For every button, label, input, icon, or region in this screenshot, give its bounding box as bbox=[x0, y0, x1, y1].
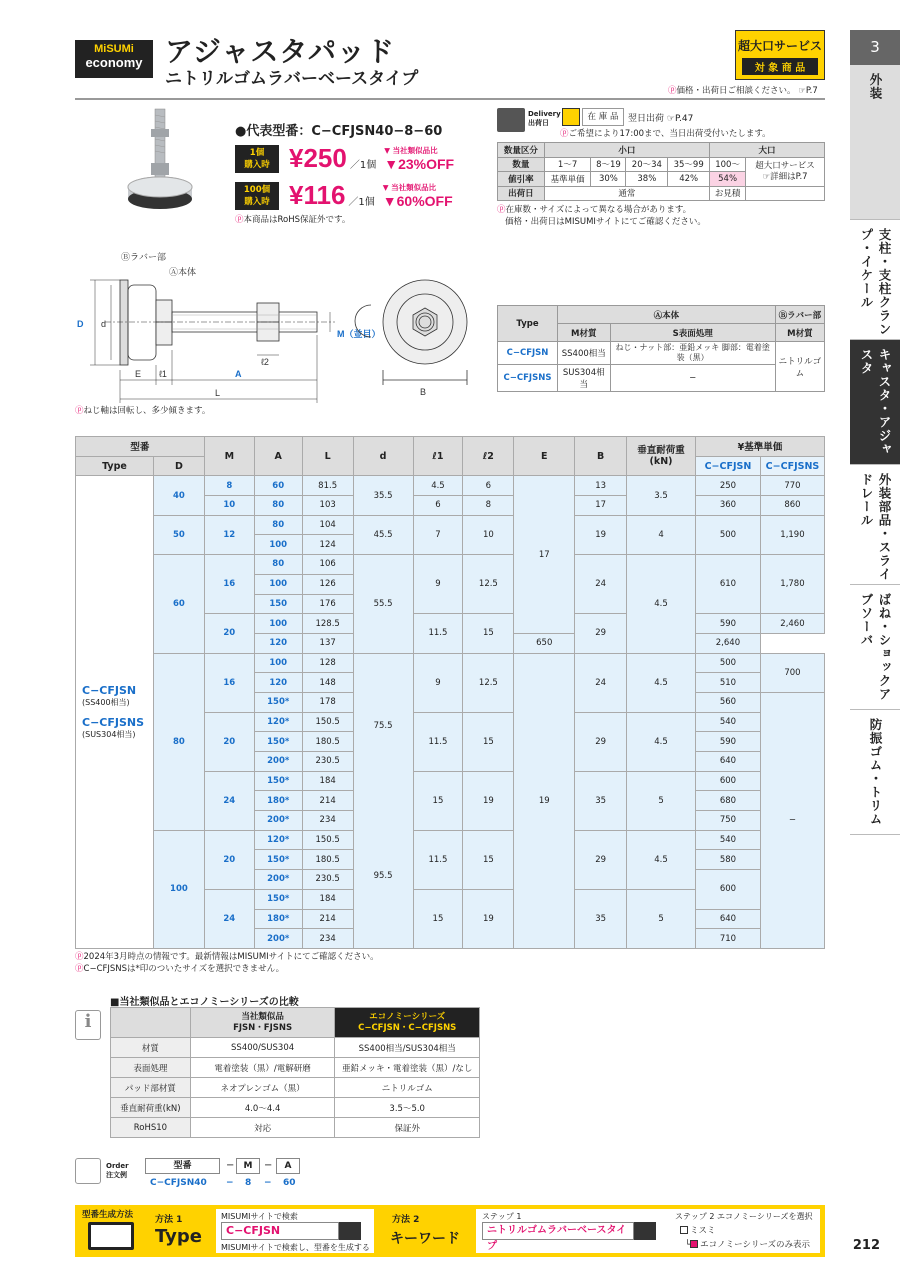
delivery-note: ⓟご希望により17:00まで、当日出荷受付いたします。 bbox=[560, 129, 771, 139]
h-L: L bbox=[302, 437, 353, 476]
method1-desc: MISUMIサイトで検索し、型番を生成する bbox=[221, 1243, 370, 1252]
comparison-title: ■当社類似品とエコノミーシリーズの比較 bbox=[110, 997, 299, 1008]
note-icon: ⓟ bbox=[560, 129, 569, 139]
h-D: D bbox=[153, 456, 204, 476]
page-subtitle: ニトリルゴムラバーベースタイプ bbox=[165, 69, 419, 89]
chapter-number: 3 bbox=[850, 30, 900, 65]
h-d: d bbox=[353, 437, 413, 476]
badge-line2: 対 象 商 品 bbox=[742, 58, 818, 75]
delivery-label: Delivery 出荷日 bbox=[528, 110, 561, 127]
label-l2: ℓ2 bbox=[261, 357, 269, 367]
label-body: Ⓐ本体 bbox=[169, 267, 197, 277]
order-M-h: M bbox=[236, 1158, 260, 1174]
order-dash-v: − bbox=[264, 1178, 272, 1188]
note-icon: ⓟ bbox=[668, 86, 677, 96]
mat-surface: ねじ・ナット部：亜鉛メッキ 脚部：電着塗装（黒） bbox=[610, 342, 775, 365]
qty-head: 数量区分 bbox=[498, 143, 545, 158]
comparison-table: 当社類似品 FJSN・FJSNS エコノミーシリーズ C−CFJSN・C−CFJSNS 材質 SS400/SUS304 SS400相当/SUS304相当 表面処理 電着塗装（黒）/電解研磨 亜鉛メッキ・電着塗装（黒）/なし パッド部材質 ネオプレンゴム（黒） ニトリルゴム 垂直耐荷重(kN) 4.0〜4.4 3.5〜5.0 RoHS10 対応 保証外 bbox=[110, 1007, 480, 1138]
label-d: d bbox=[101, 319, 107, 329]
checkbox-icon bbox=[680, 1226, 688, 1234]
qty-cell: 20〜34 bbox=[626, 157, 668, 172]
mat-surface-h: S表面処理 bbox=[610, 324, 775, 342]
cmp-col2: エコノミーシリーズ C−CFJSN・C−CFJSNS bbox=[335, 1008, 480, 1038]
order-model-h: 型番 bbox=[145, 1158, 220, 1174]
mat-surface: − bbox=[610, 365, 775, 392]
rate-cell: 38% bbox=[626, 172, 668, 187]
price-unit: ／1個 bbox=[348, 197, 375, 208]
qty-cell: 8〜19 bbox=[591, 157, 626, 172]
method1-title: Type bbox=[155, 1226, 202, 1247]
mat-rubber: ニトリルゴム bbox=[775, 342, 824, 392]
logo-line2: economy bbox=[85, 55, 143, 70]
mat-type-h: Type bbox=[498, 306, 558, 342]
search-icon[interactable] bbox=[634, 1222, 656, 1240]
h-A: A bbox=[254, 437, 302, 476]
spec-table: 型番 M A L d ℓ1 ℓ2 E B 垂直耐荷重 (kN) ¥基準単価 Type D C−CFJSN C−CFJSNS C−CFJSN (SS400相当) C−CFJSNS (SUS304相当) 40 8 60 81.5 35.5 4.5 6 17 13 3.5 250 770 10 80 103 6 8 17 360 860 50 12 80 104 45.5 7 10 19 4 500 1,190 100 124 60 16 80 106 55.5 9 12.5 24 4.5 610 1,780 100 126 150 176 20 100 128.5 11.5 15 29 590 2,460 120 137 650 2,640 80 16 100 128 75.5 95.5 9 12.5 19 24 4.5 500 700 120 148 510 150* 178 560 − 20 120* 150.5 11.5 15 29 4.5 540 150* 180.5 590 200* 230.5 640 24 150* 184 15 19 35 5 600 180* 214 680 200* 234 750 100 20 120* 150.5 11.5 15 29 4.5 540 150* 180.5 580 200* 230.5 600 24 150* 184 15 19 35 5 180* 214 640 200* 234 710 bbox=[75, 436, 825, 949]
large-service: 超大口サービス ☞詳細はP.7 bbox=[746, 157, 825, 186]
qty-cell: 35〜99 bbox=[668, 157, 710, 172]
label-D: D bbox=[77, 319, 84, 329]
mat-material-h2: M材質 bbox=[775, 324, 824, 342]
label-l1: ℓ1 bbox=[159, 369, 167, 379]
price-value: ¥250 bbox=[289, 143, 347, 173]
mat-body-h: Ⓐ本体 bbox=[558, 306, 776, 324]
qty-notes: ⓟ在庫数・サイズによって異なる場合があります。 価格・出荷日はMISUMIサイトにてご確認ください。 bbox=[497, 205, 706, 227]
side-tab-0[interactable]: 支柱・支柱クランプ・イケール bbox=[850, 220, 900, 340]
order-M-v: 8 bbox=[245, 1178, 252, 1188]
label-A: A bbox=[235, 369, 242, 379]
stock-text: 翌日出荷 ☞P.47 bbox=[628, 114, 694, 124]
qty-label: 数量 bbox=[498, 157, 545, 172]
price-row-1 bbox=[235, 143, 454, 174]
large-lot: 大口 bbox=[710, 143, 825, 158]
qty-label-box: 100個 購入時 bbox=[235, 182, 279, 210]
h-type: Type bbox=[76, 456, 154, 476]
cart-icon bbox=[75, 1158, 101, 1184]
page-title: アジャスタパッド bbox=[165, 35, 396, 68]
mat-rubber-h: Ⓑラバー部 bbox=[775, 306, 824, 324]
order-dash-v: − bbox=[226, 1178, 234, 1188]
filter-economy[interactable]: └ エコノミーシリーズのみ表示 bbox=[685, 1240, 811, 1250]
method1-label: 方法 1 bbox=[155, 1215, 183, 1225]
truck-icon bbox=[497, 108, 525, 132]
order-label: Order 注文例 bbox=[106, 1162, 129, 1179]
type-search-input[interactable]: C−CFJSN bbox=[221, 1222, 339, 1240]
label-M: M（並目） bbox=[337, 329, 381, 339]
keyword-search-input[interactable]: ニトリルゴムラバーベースタイプ bbox=[482, 1222, 634, 1240]
representative-model: ●代表型番：C−CFJSN40−8−60 bbox=[235, 124, 443, 139]
h-l1: ℓ1 bbox=[413, 437, 463, 476]
type-cell: C−CFJSN (SS400相当) C−CFJSNS (SUS304相当) bbox=[76, 476, 154, 949]
search-icon[interactable] bbox=[339, 1222, 361, 1240]
rate-label: 値引率 bbox=[498, 172, 545, 187]
mat-type: C−CFJSNS bbox=[498, 365, 558, 392]
ship-normal: 通常 bbox=[544, 186, 709, 201]
ship-ask: お見積 bbox=[710, 186, 746, 201]
stock-label: 在 庫 品 bbox=[582, 108, 624, 126]
label-L: L bbox=[215, 388, 221, 398]
order-model-v: C−CFJSN40 bbox=[150, 1178, 207, 1188]
filter-misumi[interactable]: ミスミ bbox=[680, 1224, 716, 1236]
discount: ▼ 当社類似品比 ▼60%OFF bbox=[382, 183, 453, 209]
h-price: ¥基準単価 bbox=[695, 437, 824, 457]
label-E: E bbox=[135, 369, 142, 379]
cmp-col1: 当社類似品 FJSN・FJSNS bbox=[190, 1008, 335, 1038]
adjuster-pad-image bbox=[125, 105, 195, 225]
h-price-1: C−CFJSN bbox=[695, 456, 760, 476]
method1-caption: MISUMIサイトで検索 bbox=[221, 1212, 298, 1221]
ship-label: 出荷日 bbox=[498, 186, 545, 201]
price-consult-note: ⓟ価格・出荷日ご相談ください。 ☞P.7 bbox=[668, 86, 818, 96]
method2-title: キーワード bbox=[390, 1231, 460, 1247]
small-lot: 小口 bbox=[544, 143, 709, 158]
step1-label: ステップ 1 bbox=[482, 1212, 522, 1221]
thread-note: ⓟねじ軸は回転し、多少傾きます。 bbox=[75, 406, 211, 416]
order-dash: − bbox=[226, 1160, 235, 1171]
quantity-discount-table bbox=[497, 142, 825, 201]
h-model: 型番 bbox=[76, 437, 205, 457]
header-divider bbox=[75, 98, 825, 100]
mat-type: C−CFJSN bbox=[498, 342, 558, 365]
logo-line1: MiSUMi bbox=[94, 43, 134, 55]
spec-notes: ⓟ2024年3月時点の情報です。最新情報はMISUMIサイトにてご確認ください。 ⓟC−CFJSNSは*印のついたサイズを選択できません。 bbox=[75, 952, 379, 974]
order-A-v: 60 bbox=[283, 1178, 296, 1188]
price-value: ¥116 bbox=[289, 180, 346, 210]
h-l2: ℓ2 bbox=[463, 437, 514, 476]
dimension-drawing bbox=[75, 245, 475, 410]
checkbox-checked-icon bbox=[690, 1240, 698, 1248]
mat-material-h: M材質 bbox=[558, 324, 611, 342]
qty-cell: 1〜7 bbox=[544, 157, 591, 172]
material-table bbox=[497, 305, 825, 392]
rate-cell: 基準単価 bbox=[544, 172, 591, 187]
page-number: 212 bbox=[852, 1238, 880, 1253]
box-icon bbox=[562, 108, 580, 126]
large-order-badge bbox=[735, 30, 825, 80]
h-price-2: C−CFJSNS bbox=[760, 456, 824, 476]
qty-cell: 100〜 bbox=[710, 157, 746, 172]
mat-material: SUS304相当 bbox=[558, 365, 611, 392]
misumi-economy-logo bbox=[75, 40, 153, 78]
order-A-h: A bbox=[276, 1158, 300, 1174]
price-row-2 bbox=[235, 180, 453, 211]
badge-line1: 超大口サービス bbox=[737, 39, 822, 53]
label-rubber: Ⓑラバー部 bbox=[121, 252, 167, 262]
price-unit: ／1個 bbox=[349, 160, 377, 171]
bar-title: 型番生成方法 bbox=[82, 1210, 134, 1220]
discount: ▼ 当社類似品比 ▼23%OFF bbox=[384, 146, 455, 172]
rate-cell: 30% bbox=[591, 172, 626, 187]
rohs-note: ⓟ本商品はRoHS保証外です。 bbox=[235, 215, 351, 225]
order-dash: − bbox=[264, 1160, 273, 1171]
side-tab-2[interactable]: 外装部品・スライドレール bbox=[850, 465, 900, 585]
label-B: B bbox=[420, 387, 427, 397]
monitor-icon bbox=[88, 1222, 134, 1250]
side-tab-4[interactable]: 防振ゴム・トリム bbox=[850, 710, 900, 835]
side-tab-3[interactable]: ばね・ショックアブソーバ bbox=[850, 585, 900, 710]
side-tab-1[interactable]: キャスタ・アジャスタ bbox=[850, 340, 900, 465]
h-E: E bbox=[514, 437, 575, 476]
side-tab-exterior[interactable]: 外装 bbox=[850, 65, 900, 220]
step2-label: ステップ 2 エコノミーシリーズを選択 bbox=[675, 1212, 813, 1221]
h-load: 垂直耐荷重 (kN) bbox=[627, 437, 696, 476]
h-M: M bbox=[204, 437, 254, 476]
note-icon: ⓟ bbox=[235, 215, 244, 225]
rate-cell: 42% bbox=[668, 172, 710, 187]
mat-material: SS400相当 bbox=[558, 342, 611, 365]
qty-label-box: 1個 購入時 bbox=[235, 145, 279, 173]
method2-label: 方法 2 bbox=[392, 1215, 420, 1225]
rate-cell: 54% bbox=[710, 172, 746, 187]
info-icon: i bbox=[75, 1010, 101, 1040]
h-B: B bbox=[575, 437, 627, 476]
